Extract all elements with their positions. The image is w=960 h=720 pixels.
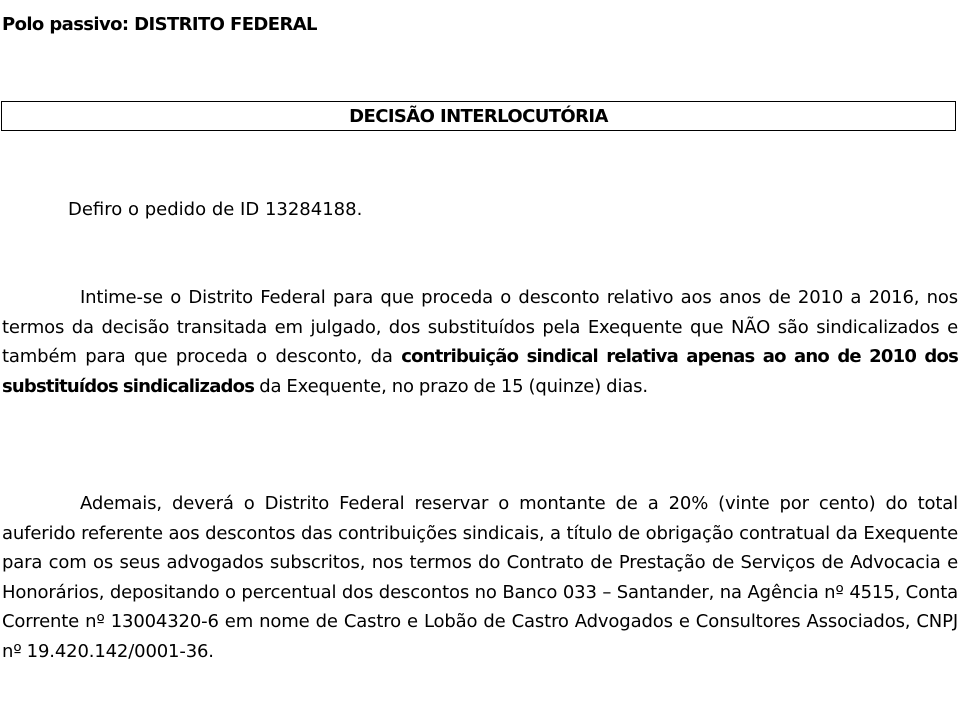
decision-title-box <box>1 101 956 131</box>
paragraph-notification <box>2 283 958 401</box>
paragraph-notification-bold: contribuição sindical relativa apenas ao ano de 2010 dos substituídos sindicalizados <box>2 346 958 397</box>
paragraph-notification-text-b: da Exequente, no prazo de 15 (quinze) dias. <box>254 375 648 397</box>
polo-passivo-line: Polo passivo: DISTRITO FEDERAL <box>2 14 317 35</box>
paragraph-reservation: Ademais, deverá o Distrito Federal reservar o montante de a 20% (vinte por cento) do total auferido referente aos descontos das contribuições sindicais, a título de obrigação contratual da Exequente para com os seus advogados subscritos, nos termos do Contrato de Prestação de Serviços de Advocacia e Honorários, depositando o percentual dos descontos no Banco 033 – Santander, na Agência nº 4515, Conta Corrente nº 13004320-6 em nome de Castro e Lobão de Castro Advogados e Consultores Associados, CNPJ nº 19.420.142/0001-36. <box>2 493 958 662</box>
paragraph-deferment: Defiro o pedido de ID 13284188. <box>68 199 363 220</box>
paragraph-notification-text-a: Intime-se o Distrito Federal para que proceda o desconto relativo aos anos de 2010 a 2016, nos termos da decisão transitada em julgado, dos substituídos pela Exequente que NÃO são sindicalizados e também para que proceda o desconto, da <box>2 287 958 367</box>
decision-title: DECISÃO INTERLOCUTÓRIA <box>349 105 608 127</box>
